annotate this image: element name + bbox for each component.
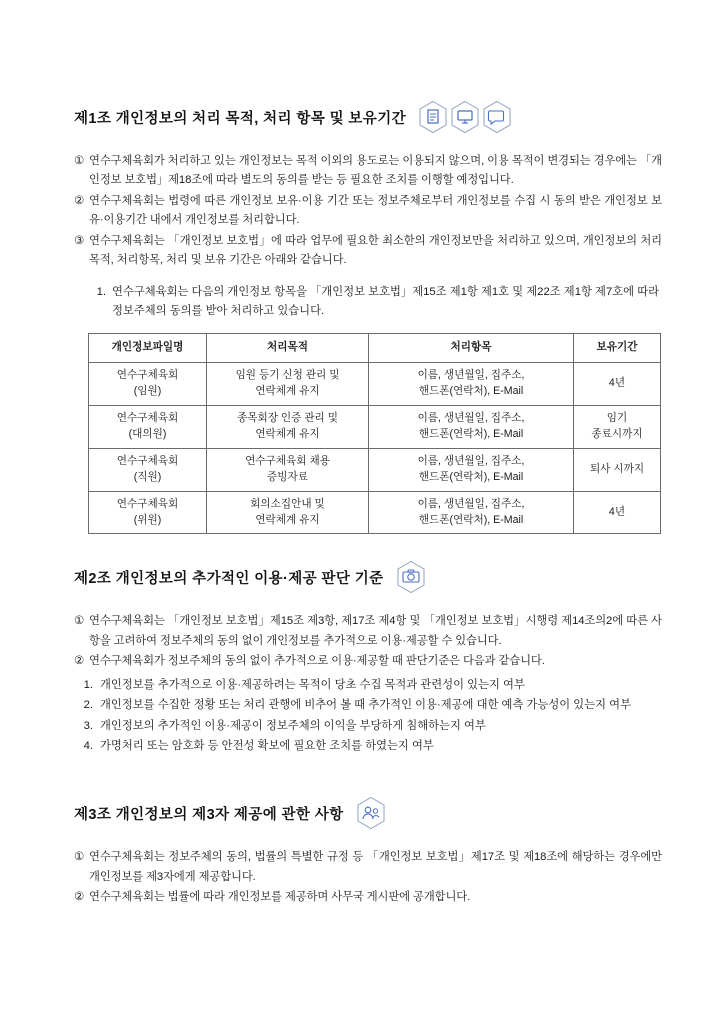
clause [74, 152, 662, 191]
cell-line: 핸드폰(연락처), E-Mail [418, 427, 524, 440]
article-3-title: 제3조 개인정보의 제3자 제공에 관한 사항 [74, 806, 344, 823]
cell-line: (임원) [133, 385, 162, 398]
cell-line: 증빙자료 [267, 470, 308, 483]
cell-line: 임원 등기 신청 관리 및 [235, 369, 340, 382]
cell-line: 종료시까지 [591, 427, 643, 440]
cell-line: 연수구체육회 [116, 369, 179, 382]
cell-line: (직원) [133, 470, 162, 483]
cell-purpose [207, 363, 369, 406]
clause [74, 232, 662, 271]
cell-line: 연락체계 유지 [255, 385, 320, 398]
cell-line: 이름, 생년월일, 집주소, [417, 497, 525, 510]
article-3-icon-group [356, 796, 386, 830]
cell-line: 이름, 생년월일, 집주소, [417, 369, 525, 382]
cell-purpose [207, 406, 369, 449]
article-1-icon-group [418, 100, 512, 134]
cell-line: 핸드폰(연락처), E-Mail [418, 513, 524, 526]
cell-file-name [89, 491, 207, 534]
table-header-row [89, 334, 661, 363]
list-item [74, 717, 662, 736]
cell-line: (대의원) [128, 427, 167, 440]
cell-period [574, 363, 661, 406]
cell-line: 종목회장 인증 관리 및 [237, 412, 338, 425]
list-item [74, 737, 662, 756]
cell-line: 연수구체육회 채용 [245, 454, 330, 467]
clause [74, 888, 662, 907]
cell-line: 이름, 생년월일, 집주소, [417, 454, 525, 467]
cell-line: 이름, 생년월일, 집주소, [417, 412, 525, 425]
cell-line: 임기 [606, 412, 628, 425]
cell-period [574, 406, 661, 449]
cell-file-name [89, 406, 207, 449]
clause-text: 연수구체육회는 정보주체의 동의, 법률의 특별한 규정 등 「개인정보 보호법」제17조 및 제18조에 해당하는 경우에만 개인정보를 제3자에게 제공합니다. [89, 851, 662, 883]
clause-text: 연수구체육회가 처리하고 있는 개인정보는 목적 이외의 용도로는 이용되지 않으며, 이용 목적이 변경되는 경우에는 「개인정보 보호법」제18조에 따라 별도의 동의를 받는 등 필요한 조치를 이행할 예정입니다. [89, 155, 662, 187]
clause-number: ② [74, 194, 85, 207]
article-3-section [74, 796, 662, 907]
table-row [89, 491, 661, 534]
list-item-number: 3. [83, 719, 93, 732]
list-item-text: 개인정보를 수집한 정황 또는 처리 관행에 비추어 볼 때 추가적인 이용·제공에 대한 예측 가능성이 있는지 여부 [100, 699, 632, 712]
cell-line: 연수구체육회 [116, 497, 179, 510]
clause-text: 연수구체육회가 정보주체의 동의 없이 추가적으로 이용·제공할 때 판단기준은 다음과 같습니다. [89, 655, 545, 668]
cell-line: (위원) [133, 513, 162, 526]
cell-period [574, 491, 661, 534]
article-2-section [74, 560, 662, 756]
clause-text: 연수구체육회는 법률에 따라 개인정보를 제공하며 사무국 게시판에 공개합니다. [89, 891, 471, 904]
cell-file-name [89, 448, 207, 491]
personal-info-table [88, 333, 661, 534]
cell-items [369, 491, 574, 534]
article-2-heading [74, 560, 662, 594]
chat-hex-icon [482, 100, 512, 134]
cell-purpose [207, 491, 369, 534]
clause-text: 연수구체육회는 「개인정보 보호법」에 따라 업무에 필요한 최소한의 개인정보만을 처리하고 있으며, 개인정보의 처리목적, 처리항목, 처리 및 보유 기간은 아래와 같습니다. [89, 234, 662, 267]
cell-items [369, 363, 574, 406]
clause-number: ③ [74, 234, 85, 247]
list-item-number: 2. [83, 699, 93, 712]
list-item-text: 가명처리 또는 암호화 등 안전성 확보에 필요한 조치를 하였는지 여부 [100, 739, 434, 752]
cell-line: 핸드폰(연락처), E-Mail [418, 470, 524, 483]
clause-number: ② [74, 655, 85, 668]
list-item-number: 1. [96, 285, 106, 298]
article-2-criteria-list [74, 676, 662, 757]
list-item-text: 개인정보를 추가적으로 이용·제공하려는 목적이 당초 수집 목적과 관련성이 있는지 여부 [100, 678, 525, 691]
cell-line: 4년 [608, 505, 626, 518]
cell-line: 연락체계 유지 [255, 513, 320, 526]
clause-number: ① [74, 851, 85, 864]
cell-file-name [89, 363, 207, 406]
clause-number: ① [74, 615, 85, 628]
cell-period [574, 448, 661, 491]
article-2-title: 제2조 개인정보의 추가적인 이용·제공 판단 기준 [74, 570, 384, 587]
cell-line: 퇴사 시까지 [589, 462, 645, 475]
monitor-hex-icon [450, 100, 480, 134]
camera-hex-icon [396, 560, 426, 594]
clause-text: 연수구체육회는 「개인정보 보호법」제15조 제3항, 제17조 제4항 및 「개인정보 보호법」시행령 제14조의2에 따른 사항을 고려하여 정보주체의 동의 없이 개인정보를 추가적으로 이용·제공할 수 있습니다. [89, 615, 662, 647]
cell-line: 핸드폰(연락처), E-Mail [418, 385, 524, 398]
list-item-text: 개인정보의 추가적인 이용·제공이 정보주체의 이익을 부당하게 침해하는지 여부 [100, 719, 486, 732]
clause-text: 연수구체육회는 법령에 따른 개인정보 보유·이용 기간 또는 정보주체로부터 개인정보를 수집 시 동의 받은 개인정보 보유·이용기간 내에서 개인정보를 처리합니다. [89, 194, 662, 227]
table-row [89, 406, 661, 449]
table-row [89, 448, 661, 491]
column-header-period: 보유기간 [574, 334, 661, 363]
column-header-purpose: 처리목적 [207, 334, 369, 363]
cell-line: 연수구체육회 [116, 454, 179, 467]
people-hex-icon [356, 796, 386, 830]
cell-items [369, 406, 574, 449]
cell-items [369, 448, 574, 491]
list-item-number: 4. [83, 739, 93, 752]
clause [74, 192, 662, 231]
article-1-section [74, 100, 662, 534]
cell-line: 회의소집안내 및 [250, 497, 325, 510]
list-item-number: 1. [83, 678, 93, 691]
list-item [74, 696, 662, 715]
article-1-heading [74, 100, 662, 134]
list-item [88, 283, 662, 322]
column-header-file-name: 개인정보파일명 [89, 334, 207, 363]
table-row [89, 363, 661, 406]
article-1-sub-list [88, 283, 662, 322]
clause [74, 848, 662, 887]
column-header-items: 처리항목 [369, 334, 574, 363]
clause [74, 652, 662, 671]
clause-number: ① [74, 155, 85, 167]
document-hex-icon [418, 100, 448, 134]
clause [74, 612, 662, 651]
cell-line: 연수구체육회 [116, 412, 179, 425]
article-3-heading [74, 796, 662, 830]
article-2-icon-group [396, 560, 426, 594]
list-item-text: 연수구체육회는 다음의 개인정보 항목을 「개인정보 보호법」제15조 제1항 제1호 및 제22조 제1항 제7호에 따라 정보주체의 동의를 받아 처리하고 있습니다. [112, 285, 660, 317]
cell-line: 연락체계 유지 [255, 427, 320, 440]
cell-line: 4년 [608, 377, 626, 390]
article-1-title: 제1조 개인정보의 처리 목적, 처리 항목 및 보유기간 [74, 110, 407, 127]
clause-number: ② [74, 891, 85, 904]
list-item [74, 676, 662, 695]
cell-purpose [207, 448, 369, 491]
